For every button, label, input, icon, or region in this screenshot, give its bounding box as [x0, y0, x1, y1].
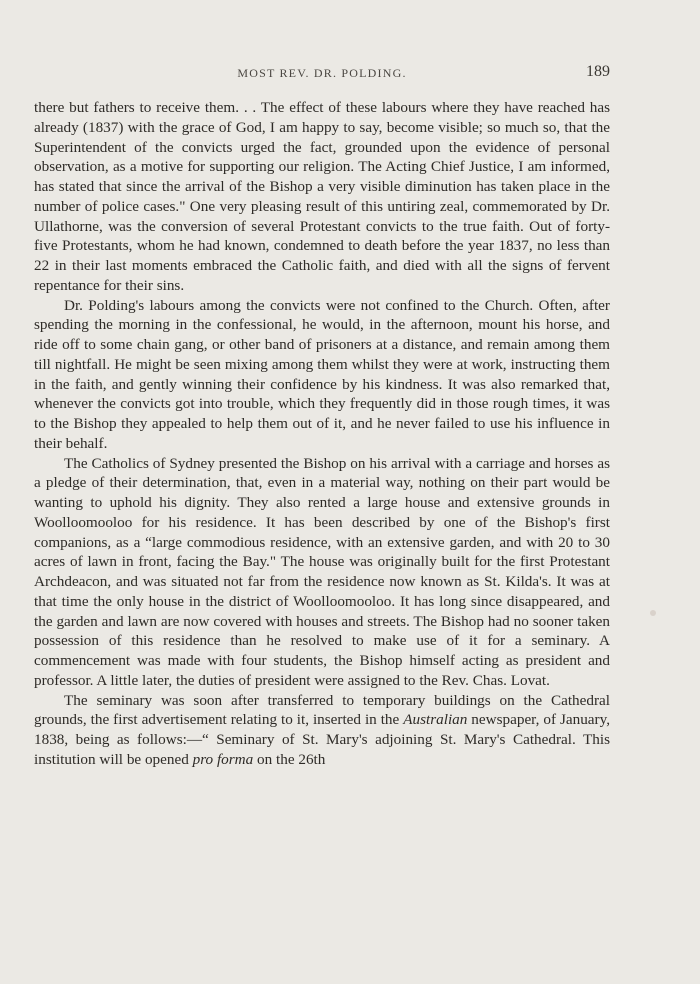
newspaper-title: Australian — [403, 711, 468, 729]
paragraph-4 — [34, 691, 610, 770]
paragraph-2: Dr. Polding's labours among the convicts were not confined to the Church. Often, after spending the morning in the confessional, he would, in the afternoon, mount his horse, and ride off to some chain gang, or other band of prisoners at a distance, and remain among them till nightfall. He might be seen mixing among them whilst they were at work, instructing them in the faith, and gently winning their confidence by his kindness. It was also remarked that, whenever the convicts got into trouble, which they frequently did in those rough times, it was to the Bishop they appealed to help them out of it, and he never failed to use his influence in their behalf. — [34, 296, 610, 452]
paper-stain — [650, 610, 656, 616]
paragraph-1: there but fathers to receive them. . . The effect of these labours where they have reached has already (1837) with the grace of God, I am happy to say, become visible; so much so, that the Superintendent of the convicts urged the fact, grounded upon the evidence of personal observation, as a motive for supporting our religion. The Acting Chief Justice, I am informed, has stated that since the arrival of the Bishop a very visible diminution has taken place in the number of police cases." One very pleasing result of this untiring zeal, commemorated by Dr. Ullathorne, was the conversion of several Protestant convicts to the true faith. Out of forty-five Protestants, whom he had known, condemned to death before the year 1837, no less than 22 in their last moments embraced the Catholic faith, and died with all the signs of fervent repentance for their sins. — [34, 99, 610, 294]
running-head: MOST REV. DR. POLDING. — [237, 66, 407, 80]
body-text — [34, 98, 610, 770]
paragraph-4-text-b: newspaper, of January, 1838, being as follows:—“ Seminary of St. Mary's adjoining St. Mary's Cathedral. This institution will be opened — [34, 711, 610, 768]
page-header — [34, 63, 610, 86]
paragraph-4-text-a: The seminary was soon after transferred to temporary buildings on the Cathedral grounds, the first advertisement relating to it, inserted in the — [34, 691, 610, 729]
paragraph-4-text-c: on the 26th — [253, 750, 326, 768]
page-number: 189 — [586, 63, 610, 80]
paragraph-3: The Catholics of Sydney presented the Bishop on his arrival with a carriage and horses as a pledge of their determination, that, even in a material way, nothing on their part would be wanting to uphold his dignity. They also rented a large house and extensive grounds in Woolloomooloo for his residence. It has been described by one of the Bishop's first companions, as a “large commodious residence, with an extensive garden, and with 20 to 30 acres of lawn in front, facing the Bay." The house was originally built for the first Protestant Archdeacon, and was situated not far from the residence now known as St. Kilda's. It was at that time the only house in the district of Woolloomooloo. It has long since disappeared, and the garden and lawn are now covered with houses and streets. The Bishop had no sooner taken possession of this residence than he resolved to make use of it for a seminary. A commencement was made with four students, the Bishop himself acting as president and professor. A little later, the duties of president were assigned to the Rev. Chas. Lovat. — [34, 454, 610, 689]
latin-phrase: pro forma — [192, 750, 254, 768]
